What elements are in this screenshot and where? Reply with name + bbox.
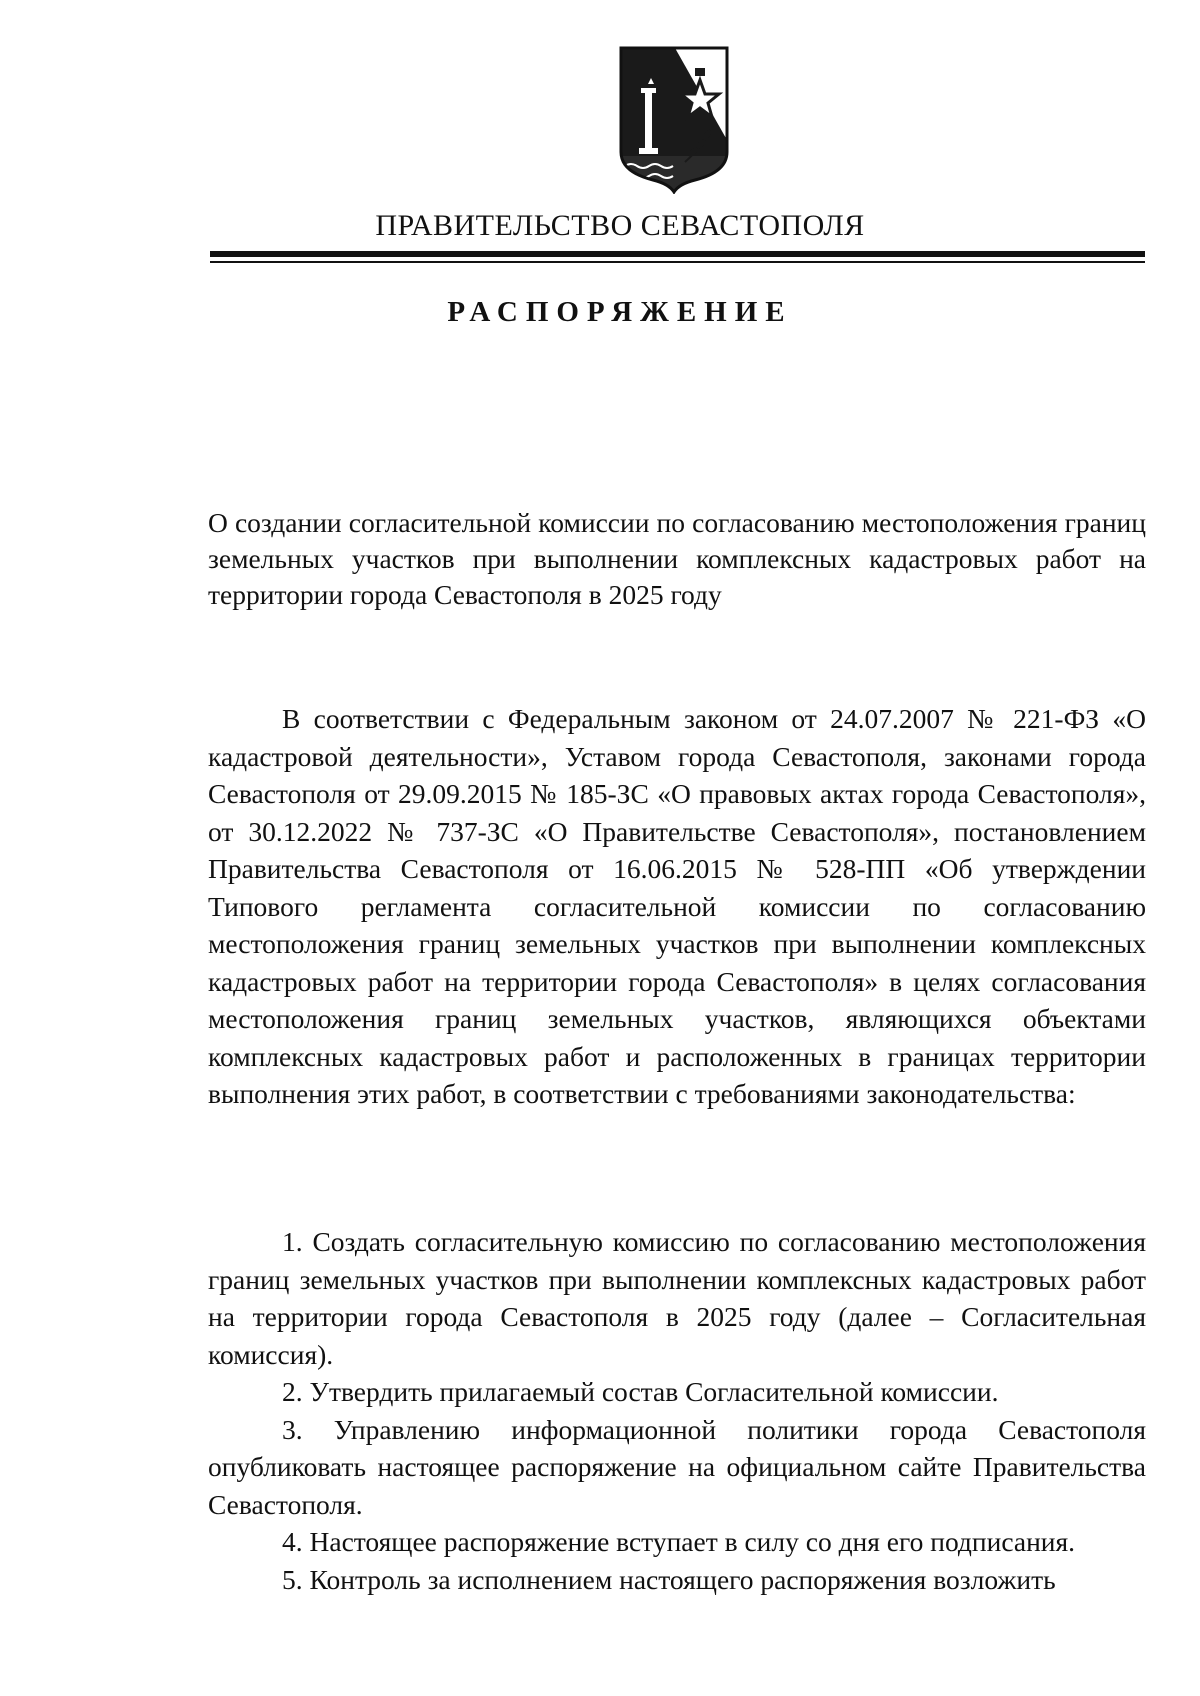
document-subject: О создании согласительной комиссии по согласованию местоположения границ земельных участков при выполнении комплексных кадастровых работ на территории города Севастополя в 2025 году [208, 507, 1146, 610]
decree-item-4: 4. Настоящее распоряжение вступает в силу со дня его подписания. [282, 1526, 1076, 1557]
coat-of-arms-icon [615, 44, 733, 194]
decree-items [208, 1223, 1146, 1598]
decree-item-5: 5. Контроль за исполнением настоящего распоряжения возложить [282, 1563, 1056, 1595]
decree-item-3: 3. Управлению информационной политики города Севастополя опубликовать настоящее распоряжение на официальном сайте Правительства Севастополя. [208, 1413, 1146, 1520]
header-rule-thin [210, 261, 1145, 263]
document-preamble: В соответствии с Федеральным законом от 24.07.2007 № 221-ФЗ «О кадастровой деятельности», Уставом города Севастополя, законами города Севастополя от 29.09.2015 № 185-ЗС «О правовых актах города Севастополя», от 30.12.2022 № 737-ЗС «О Правительстве Севастополя», постановлением Правительства Севастополя от 16.06.2015 № 528-ПП «Об утверждении Типового регламента согласительной комиссии по согласованию местоположения границ земельных участков при выполнении комплексных кадастровых работ на территории города Севастополя» в целях согласования местоположения границ земельных участков, являющихся объектами комплексных кадастровых работ и расположенных в границах территории выполнения этих работ, в соответствии с требованиями законодательства: [208, 703, 1146, 1109]
organization-name: ПРАВИТЕЛЬСТВО СЕВАСТОПОЛЯ [375, 209, 865, 242]
header-rule-thick [210, 251, 1145, 257]
decree-item-1: 1. Создать согласительную комиссию по согласованию местоположения границ земельных участков при выполнении комплексных кадастровых работ на территории города Севастополя в 2025 году (далее – Согласительная комиссия). [208, 1226, 1146, 1370]
decree-item-2: 2. Утвердить прилагаемый состав Согласительной комиссии. [282, 1376, 999, 1407]
document-type-title: РАСПОРЯЖЕНИЕ [447, 296, 793, 328]
